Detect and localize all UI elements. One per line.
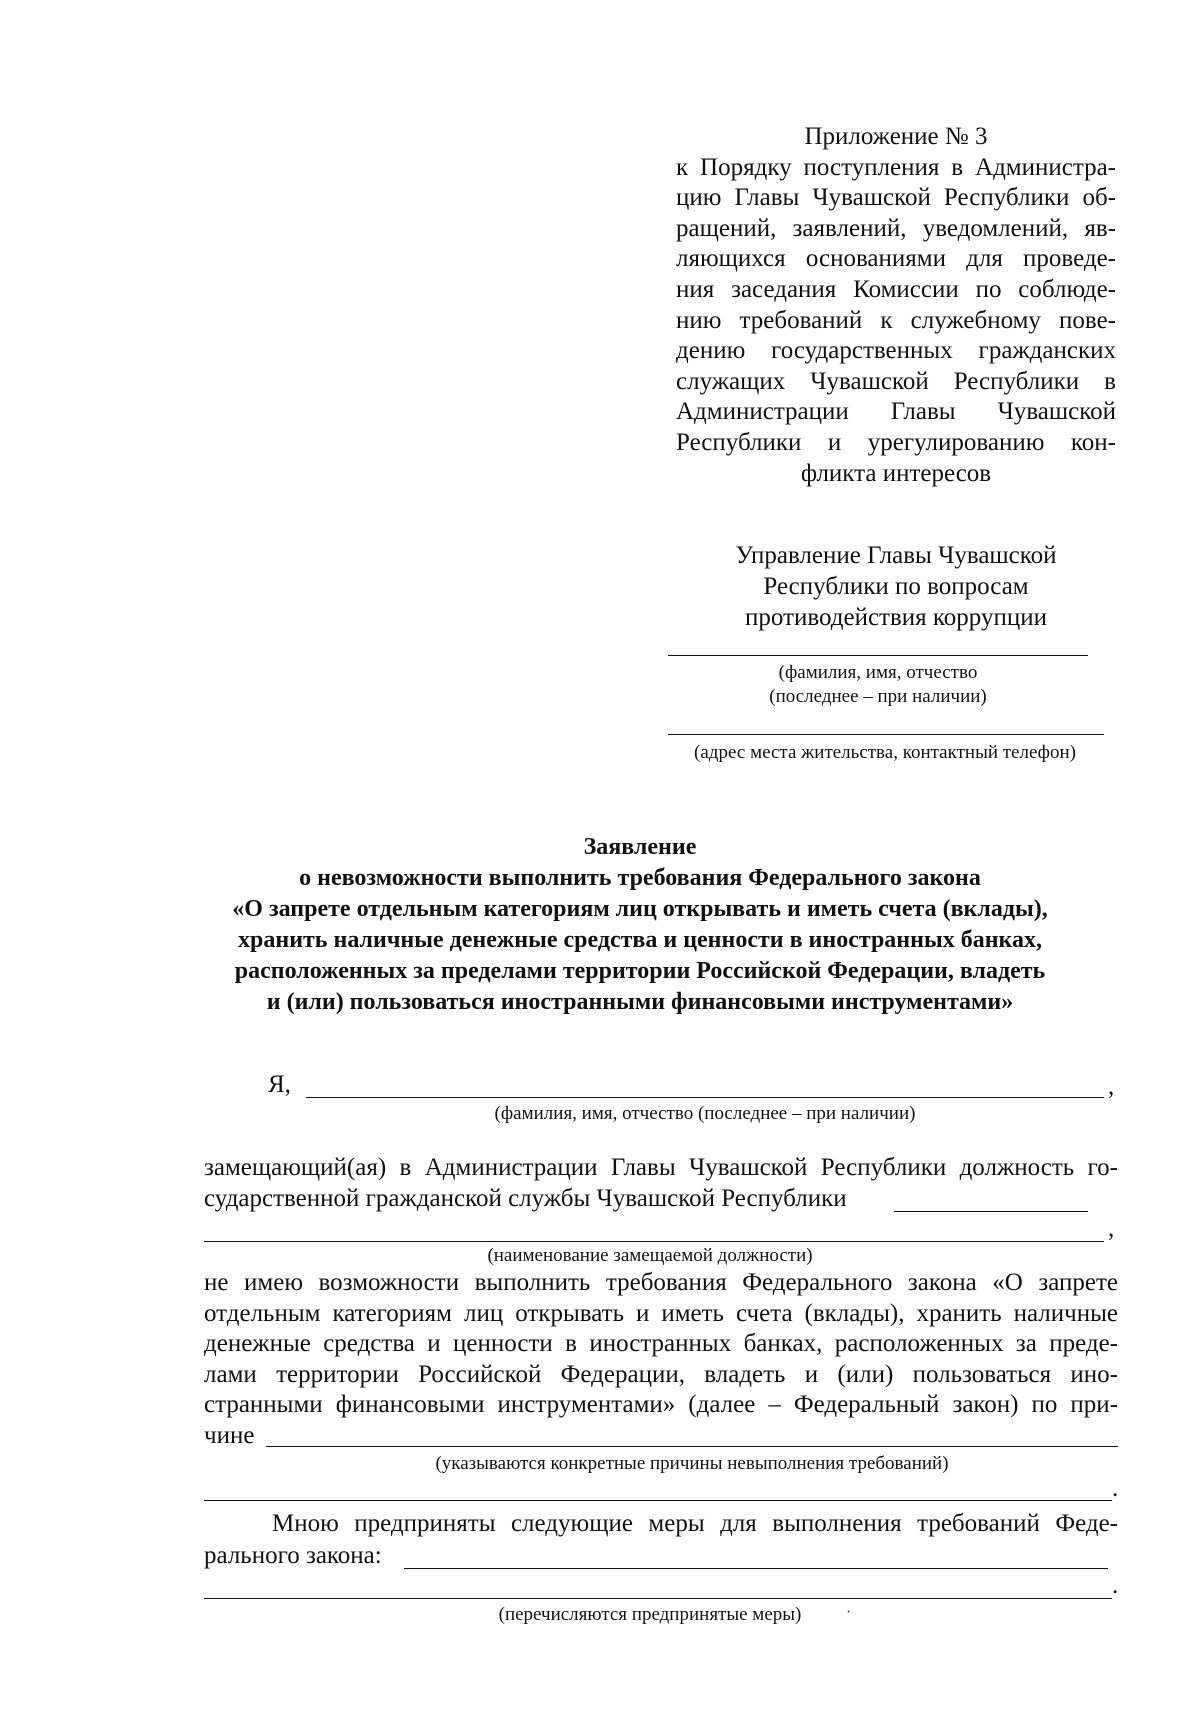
appendix-line: ляющихся основаниями для проведе-: [676, 245, 1116, 273]
reason-period: .: [1112, 1475, 1119, 1502]
caption-line: (фамилия, имя, отчество: [778, 662, 978, 683]
stray-mark: ·: [846, 1604, 852, 1621]
statement-line: лами территории Российской Федерации, владеть и (или) пользоваться ино-: [204, 1360, 1118, 1388]
measures-line-2: рального закона:: [204, 1542, 382, 1569]
ya-label: Я,: [268, 1071, 291, 1098]
appendix-line: ращений, заявлений, уведомлений, яв-: [676, 214, 1116, 242]
addressee-line: противодействия коррупции: [745, 604, 1047, 631]
appendix-line: цию Главы Чувашской Республики об-: [676, 184, 1116, 212]
measures-field[interactable]: [404, 1568, 1108, 1569]
title-line: о невозможности выполнить требования Федерального закона: [299, 865, 981, 891]
statement-paragraph: [204, 1268, 1118, 1421]
position-field-continued[interactable]: [204, 1241, 1104, 1242]
applicant-fio-field[interactable]: [668, 655, 1088, 656]
appendix-number: Приложение № 3: [804, 123, 988, 150]
position-comma: ,: [1108, 1215, 1115, 1242]
fio-comma: ,: [1108, 1073, 1115, 1100]
document-title: [160, 832, 1120, 1018]
statement-line: странными финансовыми инструментами» (далее – Федеральный закон) по при-: [204, 1391, 1118, 1418]
title-line: «О запрете отдельным категориям лиц открывать и иметь счета (вклады),: [232, 896, 1048, 922]
applicant-fio-caption: [668, 661, 1088, 709]
appendix-line: дению государственных гражданских: [676, 337, 1116, 365]
position-line: замещающий(ая) в Администрации Главы Чувашской Республики должность го-: [204, 1154, 1118, 1181]
measures-field-continued[interactable]: [204, 1598, 1112, 1599]
addressee-line: Управление Главы Чувашской: [735, 542, 1057, 569]
appendix-line: нию требований к служебному пове-: [676, 306, 1116, 334]
title-heading: Заявление: [583, 834, 697, 860]
caption-line: (последнее – при наличии): [769, 686, 987, 707]
measures-paragraph: [204, 1509, 1118, 1540]
appendix-line: ния заседания Комиссии по соблюде-: [676, 275, 1116, 303]
measures-caption: (перечисляются предпринятые меры): [498, 1604, 802, 1625]
position-paragraph: [204, 1153, 1118, 1184]
appendix-header: [676, 122, 1116, 489]
reason-caption: (указываются конкретные причины невыполнения требований): [435, 1453, 949, 1474]
measures-line: Мною предприняты следующие меры для выполнения требований Феде-: [272, 1510, 1118, 1537]
statement-line: отдельным категориям лиц открывать и иметь счета (вклады), хранить наличные: [204, 1299, 1118, 1327]
appendix-line: к Порядку поступления в Администра-: [676, 153, 1116, 181]
statement-line: денежные средства и ценности в иностранных банках, расположенных за преде-: [204, 1330, 1118, 1357]
appendix-line: Республики и урегулированию кон-: [676, 428, 1116, 456]
title-line: и (или) пользоваться иностранными финансовыми инструментами»: [266, 989, 1014, 1015]
addressee-block: [676, 540, 1116, 633]
appendix-line: Администрации Главы Чувашской: [676, 398, 1116, 426]
appendix-line: фликта интересов: [800, 459, 992, 487]
declarant-fio-caption: (фамилия, имя, отчество (последнее – при наличии): [494, 1103, 916, 1124]
applicant-address-field[interactable]: [668, 734, 1104, 735]
position-field-start[interactable]: [894, 1211, 1088, 1212]
title-line: хранить наличные денежные средства и ценности в иностранных банках,: [238, 927, 1042, 953]
appendix-line: служащих Чувашской Республики в: [676, 367, 1116, 395]
position-caption: (наименование замещаемой должности): [487, 1245, 813, 1266]
declarant-fio-field[interactable]: [306, 1097, 1104, 1098]
applicant-address-caption: (адрес места жительства, контактный телефон): [694, 742, 1076, 763]
addressee-line: Республики по вопросам: [763, 573, 1029, 600]
statement-line: не имею возможности выполнить требования Федерального закона «О запрете: [204, 1269, 1118, 1296]
measures-period: .: [1112, 1572, 1119, 1599]
reason-field[interactable]: [266, 1446, 1118, 1447]
reason-field-continued[interactable]: [204, 1500, 1112, 1501]
reason-prefix: чине: [204, 1422, 255, 1449]
position-line-2: сударственной гражданской службы Чувашской Республики: [204, 1185, 847, 1212]
title-line: расположенных за пределами территории Российской Федерации, владеть: [234, 958, 1046, 984]
